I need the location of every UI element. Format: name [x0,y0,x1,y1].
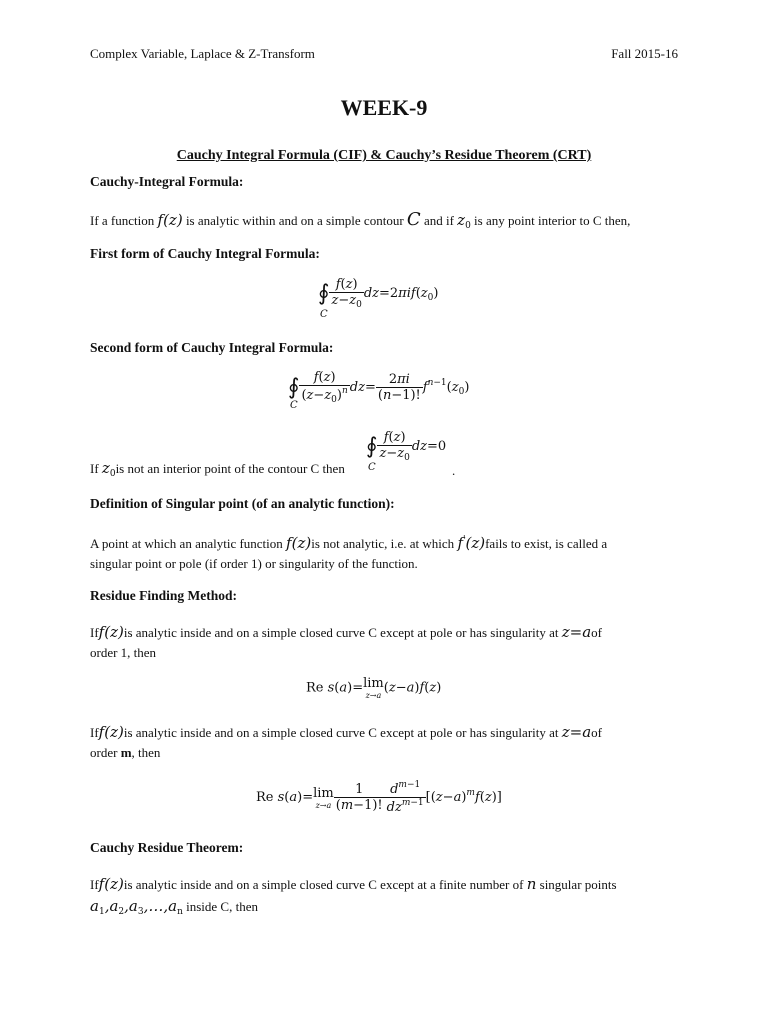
heading-singular-point: Definition of Singular point (of an analytic function): [90,496,395,511]
header-course: Complex Variable, Laplace & Z-Transform [90,46,315,61]
exterior-point-statement: If $z_0is$ not an interior point of the contour C then [90,459,345,479]
heading-first-form: First form of Cauchy Integral Formula: [90,246,320,261]
singular-point-definition: A point at which an analytic function f(z)is not analytic, i.e. at which f'(z)fails to exist, is called a [90,534,608,552]
math-fz: f(z) [98,623,124,641]
header-term: Fall 2015-16 [611,46,678,61]
equation-zero-integral: ∮ $\frac{f(z)}{z-z_0}$ dz=0 C [366,430,447,473]
cif-statement: If a function f(z) is analytic within and on a simple contour C and if $z_0$ is any point interior to C then, [90,209,631,231]
exterior-point-period: . [452,463,456,478]
equation-second-form: ∮ $\frac{f(z)}{(z-z_0)^n}$ dz= $\frac{2\pi i}{(n-1)!}$ $f^{n-1}(z_0)$ C [288,370,470,411]
equation-residue-order1: Re s(a)=lim z→a (z−a)f(z) [306,676,442,700]
heading-cauchy-integral-formula: Cauchy-Integral Formula: [90,174,244,189]
math-z-eq-a: z=a [561,723,592,741]
residue-theorem-statement: Iff(z)is analytic inside and on a simple closed curve C except at a finite number of n singular points $a_1,a_2,a_3,\dots,a_n$ inside C, then [90,875,617,917]
math-n: n [526,875,537,893]
math-fz: f(z) [98,723,124,741]
math-fz: f(z) [286,534,312,552]
math-contour-c: C [406,209,421,230]
math-fz: f(z) [157,211,183,229]
math-fz: f(z) [98,875,124,893]
math-fprime-z: f'(z) [457,534,486,552]
singular-point-definition-cont: singular point or pole (if order 1) or singularity of the function. [90,556,418,571]
math-z0: $z_0$ [457,211,471,231]
residue-order1-statement: Iff(z)is analytic inside and on a simple closed curve C except at pole or has singularity at z=aof order 1, then [90,623,603,660]
residue-orderm-statement: Iff(z)is analytic inside and on a simple closed curve C except at pole or has singularity at z=aof order m, then [90,723,603,760]
equation-residue-orderm: Re s(a)=lim z→a $\frac{1}{(m-1)!}$ $\frac{d^{m-1}}{dz^{m-1}}$ $[(z-a)^mf(z)]$ [256,780,502,815]
page-title: WEEK-9 [340,95,428,120]
math-z0: $z_0$ [101,459,116,479]
heading-residue-theorem: Cauchy Residue Theorem: [90,840,244,855]
equation-first-form: ∮ $\frac{f(z)}{z-z_0}$ $dz=2\pi if(z_0)$ C [318,277,439,320]
heading-residue-method: Residue Finding Method: [90,588,238,603]
math-a-sequence: $a_1,a_2,a_3,\dots,a_n$ [90,896,183,917]
page-subtitle: Cauchy Integral Formula (CIF) & Cauchy’s Residue Theorem (CRT) [176,148,592,163]
math-z-eq-a: z=a [561,623,592,641]
heading-second-form: Second form of Cauchy Integral Formula: [90,340,334,355]
